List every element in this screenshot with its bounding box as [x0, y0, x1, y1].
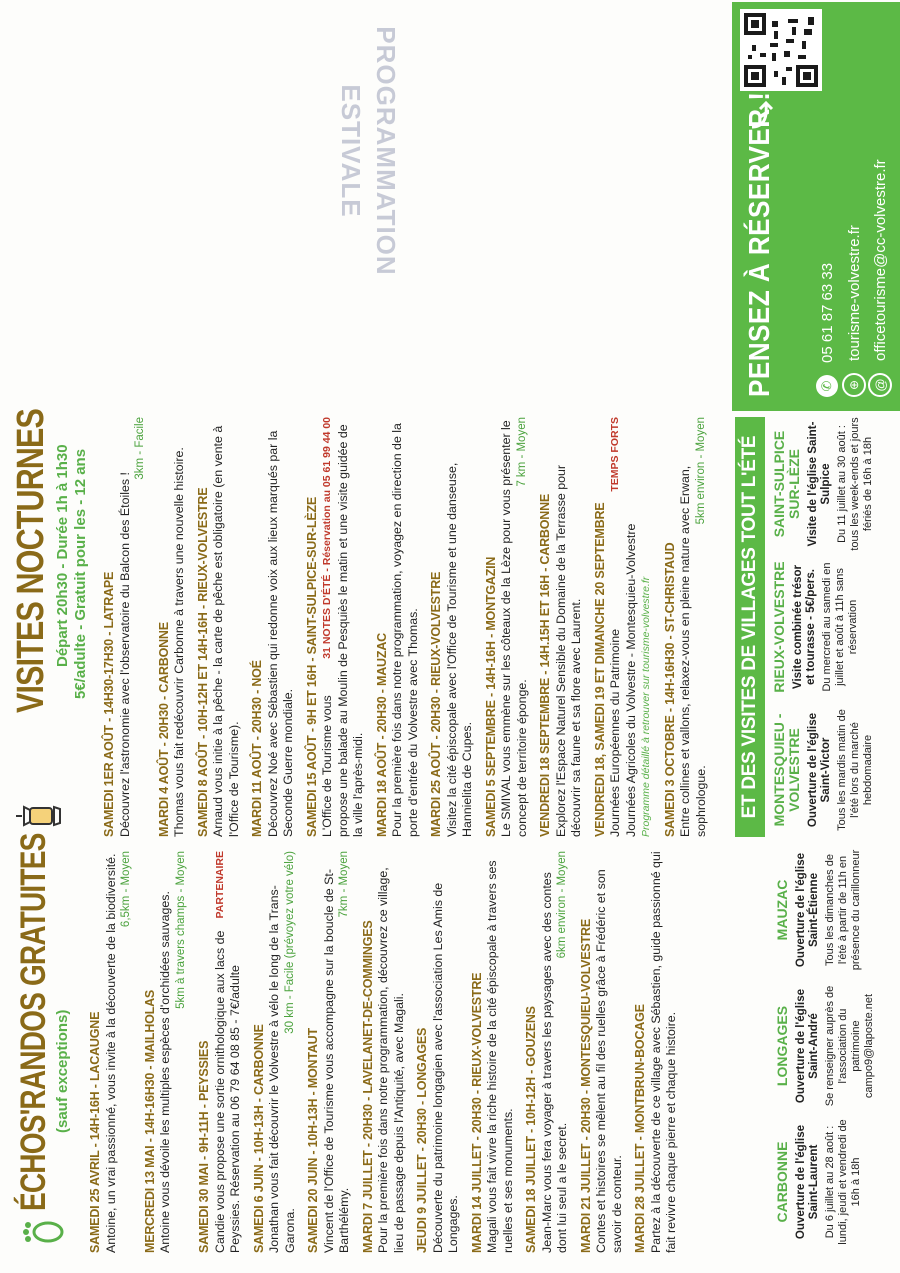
village-subtitle: Ouverture de l'église Saint-André — [794, 988, 820, 1104]
event-description: Arnaud vous initie à la pêche - la carte de pêche est obligatoire (en vente à l'Office de Tourisme). — [211, 425, 241, 837]
event-title: SAMEDI 25 AVRIL - 14H-16H - LACAUGNE — [88, 1011, 102, 1253]
event-description: Explorez l'Espace Naturel Sensible du Domaine de la Terrasse pour découvrir sa faune et sa flore avec Laurent. — [553, 465, 583, 837]
contact-email: officetourisme@cc-volvestre.fr — [871, 159, 889, 361]
village-block — [772, 560, 875, 694]
watermark-line2: ESTIVALE — [336, 84, 366, 218]
event-meta: 30 km - Facile (prévoyez votre vélo) — [283, 851, 296, 1034]
event-title: SAMEDI 30 MAI - 9H-11H - PEYSSIES — [197, 1040, 211, 1253]
nocturnes-line1: Départ 20h30 - Durée 1h à 1h30 — [54, 444, 71, 667]
echos-title: ÉCHOS'RANDOS GRATUITES — [14, 833, 53, 1211]
nocturnes-title: VISITES NOCTURNES — [10, 409, 52, 713]
phone-icon: ✆ — [816, 375, 838, 397]
village-block — [772, 417, 875, 551]
echos-header — [8, 833, 80, 1253]
event-description: Vincent de l'Office de Tourisme vous accompagne sur la boucle de St-Barthélémy. — [321, 869, 351, 1253]
event-description: Antoine vous dévoile les multiples espèces d'orchidées sauvages. — [158, 891, 172, 1253]
village-schedule: Se renseigner auprès de l'association du patrimoine campo9@laposte.net — [824, 985, 875, 1107]
event-item — [524, 851, 571, 1253]
village-block — [775, 983, 876, 1109]
event-title: SAMEDI 15 AOÛT - 9H ET 16H - SAINT-SULPICE-SUR-LÈZE — [304, 496, 319, 837]
village-schedule: Du 11 juillet au 30 août : tous les week-ends et jours fériés de 16h à 18h — [836, 417, 874, 551]
event-title: MARDI 7 JUILLET - 20H30 - LAVELANET-DE-COMMINGES — [360, 920, 375, 1253]
event-title: MARDI 21 JUILLET - 20H30 - MONTESQUIEU-VOLVESTRE — [578, 919, 593, 1253]
village-subtitle: Ouverture de l'église Saint-Victor — [806, 712, 832, 828]
village-block — [775, 847, 876, 973]
village-subtitle: Visite de l'église Saint-Sulpice — [806, 421, 832, 547]
reserve-box — [732, 2, 900, 411]
event-description: Thomas vous fait redécouvrir Carbonne à travers une nouvelle histoire. — [172, 447, 186, 837]
curved-arrow-icon — [748, 97, 774, 131]
event-item — [470, 851, 517, 1253]
village-schedule: Du 6 juillet au 28 août : lundi, jeudi et vendredi de 16h à 18h — [824, 1119, 862, 1245]
event-description: Magali vous fait vivre la riche histoire de la cité épiscopale à travers ses ruelles et ses monuments. — [485, 860, 515, 1253]
event-item — [88, 851, 135, 1253]
event-title: MARDI 14 JUILLET - 20H30 - RIEUX-VOLVESTRE — [469, 972, 484, 1253]
event-title: MERCREDI 13 MAI - 14H-16H30 - MAILHOLAS — [142, 989, 157, 1253]
event-item — [633, 851, 680, 1253]
contact-phone: 05 61 87 63 33 — [818, 262, 836, 363]
col2-villages — [772, 417, 875, 837]
event-description: Contes et histoires se mêlent au fil des ruelles grâce à Frédéric et son savoir de conteur. — [594, 869, 624, 1253]
event-title: MARDI 25 AOÛT - 20H30 - RIEUX-VOLVESTRE — [429, 571, 443, 837]
village-name: MONTESQUIEU - VOLVESTRE — [771, 713, 802, 827]
event-description: Découvrez l'astronomie avec l'observatoire du Balcon des Étoiles ! — [117, 472, 132, 837]
event-meta: 6km environ - Moyen — [556, 851, 568, 959]
event-item — [252, 851, 299, 1253]
event-description: Entre collines et vallons, relaxez-vous en pleine nature avec Erwan, sophrologue. — [678, 465, 708, 837]
village-schedule: Tous les mardis matin de l'été lors du marché hebdomadaire — [836, 709, 874, 831]
event-item — [143, 851, 190, 1253]
contact-website-row[interactable] — [842, 225, 866, 397]
event-item — [538, 417, 585, 837]
contact-website: tourisme-volvestre.fr — [845, 225, 863, 361]
event-description: Découvrez Noé avec Sébastien qui redonne voix aux lieux marqués par la Seconde Guerre mondiale. — [265, 430, 295, 837]
village-schedule: Tous les dimanches de l'été à partir de 11h en présence du carillonneur — [824, 849, 862, 971]
event-description: Jonathan vous fait découvrir le Volvestre à vélo le long de la Trans-Garona. — [267, 885, 297, 1253]
event-tag: PARTENAIRE — [213, 851, 226, 919]
event-title: SAMEDI 5 SEPTEMBRE - 14H-16H - MONTGAZIN — [483, 556, 498, 837]
village-schedule: Du mercredi au samedi en juillet et août à 11h sans réservation — [821, 562, 859, 692]
event-title: SAMEDI 20 JUIN - 10H-13H - MONTAUT — [306, 1028, 320, 1253]
village-block — [772, 703, 875, 837]
event-item — [305, 417, 367, 837]
event-title: MARDI 4 AOÛT - 20H30 - CARBONNE — [156, 622, 171, 837]
event-meta: 7 km - Moyen — [515, 417, 528, 487]
event-item — [196, 417, 243, 837]
contact-email-row[interactable] — [868, 159, 892, 397]
event-tag: 31 NOTES D'ÉTÉ - Réservation au 05 61 99 44 00 — [321, 417, 333, 659]
event-description: Journées Européennes du Patrimoine Journées Agricoles du Volvestre - Montesquieu-Volvestre — [608, 523, 638, 837]
event-item — [157, 417, 188, 837]
nocturnes-header — [8, 409, 94, 837]
qr-code[interactable] — [740, 9, 822, 91]
qr-code-icon — [744, 13, 818, 87]
event-item — [429, 417, 476, 837]
event-title: SAMEDI 6 JUIN - 10H-13H - CARBONNE — [251, 1024, 266, 1253]
event-meta: 3km - Facile — [134, 417, 146, 480]
event-item — [102, 417, 149, 837]
event-description: Pour la première fois dans notre programmation, voyagez en direction de la porte d'entrée du Volvestre avec Thomas. — [390, 423, 420, 837]
village-subtitle: Ouverture de l'église Saint-Étienne — [794, 852, 820, 968]
nocturnes-line2: 5€/adulte - Gratuit pour les - 12 ans — [72, 448, 89, 699]
echos-subtitle: (sauf exceptions) — [54, 1009, 71, 1133]
event-title: MARDI 28 JUILLET - MONTBRUN-BOCAGE — [633, 1004, 647, 1253]
event-tag: TEMPS FORTS — [609, 417, 621, 492]
village-subtitle: Ouverture de l'église Saint-Laurent — [794, 1124, 820, 1240]
event-title: SAMEDI 18 JUILLET - 10H-12H - GOUZENS — [524, 1006, 538, 1253]
echos-events-list — [88, 851, 680, 1253]
event-meta: 6,5km - Moyen — [120, 851, 132, 928]
globe-icon: ⊕ — [842, 373, 866, 397]
col1-villages — [775, 847, 876, 1245]
event-item — [250, 417, 297, 837]
event-title: VENDREDI 18 SEPTEMBRE - 14H.15H ET 16H - CARBONNE — [538, 493, 552, 837]
event-description: Pour la première fois dans notre programmation, découvrez ce village, lieu de passage depuis l'Antiquité, avec Magali. — [376, 867, 406, 1253]
event-title: SAMEDI 8 AOÛT - 10H-12H ET 14H-16H - RIEUX-VOLVESTRE — [195, 487, 210, 837]
event-description: Le SMIVAL vous emmène sur les côteaux de la Lèze pour vous présenter le concept de territoire éponge. — [499, 420, 529, 837]
contact-phone-row[interactable] — [816, 263, 838, 397]
event-item — [415, 851, 462, 1253]
villages-banner: ET DES VISITES DE VILLAGES TOUT L'ÉTÉ — [735, 417, 765, 837]
village-name: MAUZAC — [774, 879, 790, 941]
reserve-title: PENSEZ À RÉSERVER ! — [744, 91, 776, 397]
event-title: JEUDI 9 JUILLET - 20H30 - LONGAGES — [415, 1027, 429, 1253]
event-description: Partez à la découverte de ce village avec Sébastien, guide passionné qui fait revivre chaque pierre et chaque histoire. — [648, 851, 678, 1253]
village-name: CARBONNE — [774, 1141, 790, 1223]
event-title: MARDI 18 AOÛT - 20H30 - MAUZAC — [374, 633, 389, 837]
event-title: MARDI 11 AOÛT - 20H30 - NOÉ — [250, 660, 264, 837]
event-item — [306, 851, 353, 1253]
echos-randos-column — [0, 833, 900, 1259]
event-title: VENDREDI 18, SAMEDI 19 ET DIMANCHE 20 SEPTEMBRE — [592, 502, 607, 837]
footprint-icon — [22, 1217, 66, 1247]
event-title: SAMEDI 1ER AOÛT - 14H30-17H30 - LATRAPE — [102, 571, 116, 837]
event-description: Découverte du patrimoine longagien avec l'association Les Amis de Longages. — [430, 882, 460, 1253]
event-item — [593, 417, 655, 837]
event-meta: 5km environ - Moyen — [694, 417, 707, 525]
event-item — [484, 417, 531, 837]
watermark-title — [335, 1, 401, 301]
event-description: Antoine, un vrai passionné, vous invite à la découverte de la biodiversité. — [103, 853, 118, 1253]
event-description: Candie vous propose une sortie ornithologique aux lacs de Peyssies. Réservation au 06 79 64 08 85 - 7€/adulte — [212, 930, 242, 1253]
village-block — [775, 1119, 876, 1245]
event-description: L'Office de Tourisme vous propose une balade au Moulin de Pesquiès le matin et une visite guidée de la ville l'après-midi. — [320, 424, 365, 837]
event-item — [579, 851, 626, 1253]
event-item — [361, 851, 408, 1253]
watermark-line1: PROGRAMMATION — [371, 26, 401, 276]
event-item — [663, 417, 710, 837]
lantern-icon — [14, 799, 64, 833]
village-name: LONGAGES — [774, 1005, 790, 1087]
event-item — [375, 417, 422, 837]
visites-nocturnes-column — [0, 409, 900, 837]
event-description: Visitez la cité épiscopale avec l'Office de Tourisme et une danseuse, Hannielita de Cupes. — [444, 462, 474, 837]
event-note: Programme détaillé à retrouver sur tourisme-volvestre.fr — [640, 576, 652, 837]
event-meta: 7km - Moyen — [338, 851, 350, 918]
event-description: Jean-Marc vous fera voyager à travers les paysages avec des contes dont lui seul a le secret. — [539, 872, 569, 1253]
nocturnes-events-list — [102, 417, 709, 837]
village-name: SAINT-SULPICE SUR-LÈZE — [771, 430, 802, 538]
event-title: SAMEDI 3 OCTOBRE - 14H-16H30 - ST-CHRISTAUD — [662, 542, 677, 837]
village-name: RIEUX-VOLVESTRE — [771, 561, 787, 693]
email-icon: @ — [868, 373, 892, 397]
event-item — [197, 851, 244, 1253]
village-subtitle: Visite combinée trésor et tourasse - 5€/pers. — [791, 564, 817, 690]
cover-column — [0, 0, 900, 411]
event-meta: 5km à travers champs - Moyen — [174, 851, 187, 1009]
